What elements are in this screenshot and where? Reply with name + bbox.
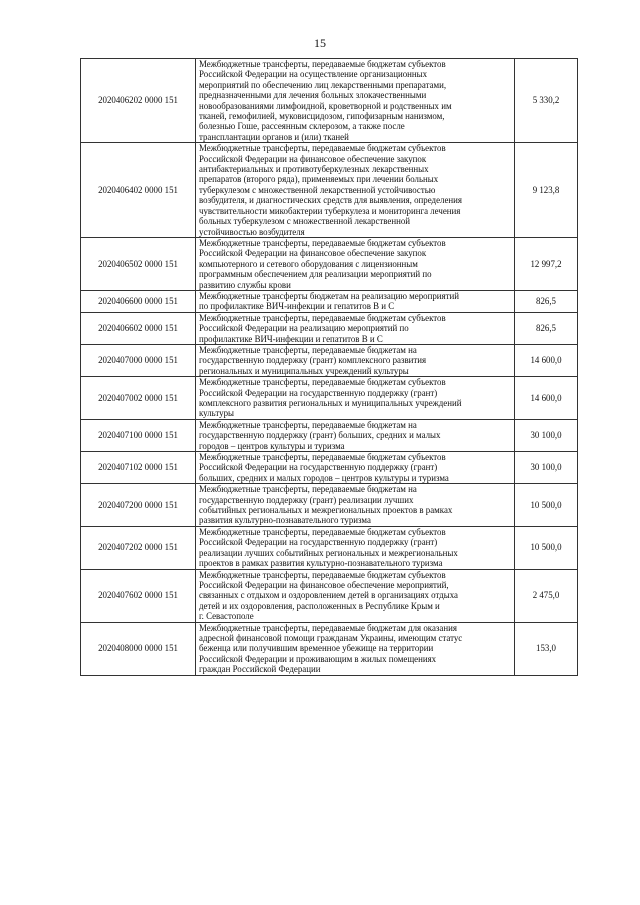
page-number: 15: [314, 36, 326, 50]
description-line: развитию службы крови: [199, 279, 291, 290]
budget-code-cell: 2020408000 0000 151: [81, 622, 196, 675]
amount-cell: 9 123,8: [515, 143, 578, 238]
description-line: Межбюджетные трансферты, передаваемые бюджетам субъектов: [199, 59, 446, 69]
description-cell: [196, 143, 515, 238]
description-line: Межбюджетные трансферты, передаваемые бюджетам субъектов: [199, 237, 446, 248]
description-line: предназначенными для лечения больных злокачественными: [199, 90, 427, 101]
description-line: тканей, гемофилией, муковисцидозом, гипофизарным нанизмом,: [199, 111, 445, 122]
description-line: городов – центров культуры и туризма: [199, 440, 345, 451]
description-line: адресной финансовой помощи гражданам Украины, имеющим статус: [199, 632, 463, 643]
description-line: Российской Федерации на государственную поддержку (грант): [199, 537, 438, 548]
description-line: культуры: [199, 408, 234, 419]
amount-cell: 5 330,2: [515, 59, 578, 143]
description-line: событийных региональных и межрегиональных проектов в рамках: [199, 505, 453, 516]
description-line: мероприятий по обеспечению лиц лекарственными препаратами,: [199, 79, 447, 90]
table-row: [81, 312, 578, 344]
description-line: программным обеспечением для реализации мероприятий по: [199, 269, 432, 280]
description-line: болезнью Гоше, рассеянным склерозом, а также после: [199, 121, 405, 132]
description-line: Российской Федерации и проживающим в жилых помещениях: [199, 653, 437, 664]
description-line: г. Севастополе: [199, 611, 254, 622]
table-row: [81, 569, 578, 622]
budget-code-cell: 2020407000 0000 151: [81, 344, 196, 376]
description-line: туберкулезом с множественной лекарственной устойчивостью: [199, 184, 436, 195]
amount-cell: 14 600,0: [515, 377, 578, 420]
description-line: проектов в рамках развития культурно-познавательного туризма: [199, 558, 443, 569]
table-row: [81, 237, 578, 290]
description-cell: [196, 484, 515, 527]
description-line: компьютерного и сетевого оборудования с лицензионным: [199, 258, 418, 269]
description-line: граждан Российской Федерации: [199, 664, 321, 675]
description-line: государственную поддержку (грант) комплексного развития: [199, 355, 427, 366]
description-line: реализации лучших событийных региональных и межрегиональных: [199, 547, 458, 558]
description-line: Межбюджетные трансферты, передаваемые бюджетам субъектов: [199, 452, 446, 463]
description-line: Межбюджетные трансферты, передаваемые бюджетам на: [199, 484, 417, 495]
amount-cell: 14 600,0: [515, 344, 578, 376]
table-row: [81, 59, 578, 143]
description-line: больных туберкулезом с множественной лекарственной: [199, 216, 411, 227]
table-row: [81, 484, 578, 527]
description-line: Межбюджетные трансферты, передаваемые бюджетам субъектов: [199, 143, 446, 154]
amount-cell: 826,5: [515, 290, 578, 312]
amount-cell: 10 500,0: [515, 526, 578, 569]
description-line: Межбюджетные трансферты, передаваемые бюджетам субъектов: [199, 312, 446, 323]
description-cell: [196, 569, 515, 622]
description-line: связанных с отдыхом и оздоровлением детей в организациях отдыха: [199, 590, 458, 601]
description-line: больших, средних и малых городов – центров культуры и туризма: [199, 472, 449, 483]
description-line: Межбюджетные трансферты бюджетам на реализацию мероприятий: [199, 290, 460, 301]
table-row: [81, 622, 578, 675]
budget-table: [80, 58, 578, 676]
description-line: развития культурно-познавательного туризма: [199, 515, 371, 526]
description-line: Межбюджетные трансферты, передаваемые бюджетам для оказания: [199, 622, 457, 633]
description-cell: [196, 452, 515, 484]
amount-cell: 153,0: [515, 622, 578, 675]
description-cell: [196, 290, 515, 312]
description-line: по профилактике ВИЧ-инфекции и гепатитов B и C: [199, 301, 395, 312]
table-row: [81, 377, 578, 420]
description-line: трансплантации органов и (или) тканей: [199, 131, 349, 142]
amount-cell: 30 100,0: [515, 452, 578, 484]
description-cell: [196, 622, 515, 675]
description-line: Российской Федерации на финансовое обеспечение закупок: [199, 248, 427, 259]
description-line: препаратов (второго ряда), применяемых при лечении больных: [199, 174, 439, 185]
amount-cell: 12 997,2: [515, 237, 578, 290]
description-line: профилактике ВИЧ-инфекции и гепатитов B и C: [199, 333, 383, 344]
description-line: Межбюджетные трансферты, передаваемые бюджетам субъектов: [199, 377, 446, 388]
description-line: Российской Федерации на государственную поддержку (грант): [199, 387, 438, 398]
description-line: антибактериальных и противотуберкулезных лекарственных: [199, 164, 429, 175]
budget-code-cell: 2020407102 0000 151: [81, 452, 196, 484]
description-line: возбудителя, и диагностических средств для выявления, определения: [199, 195, 462, 206]
description-line: государственную поддержку (грант) больших, средних и малых: [199, 430, 441, 441]
budget-code-cell: 2020406502 0000 151: [81, 237, 196, 290]
amount-cell: 826,5: [515, 312, 578, 344]
description-line: Межбюджетные трансферты, передаваемые бюджетам на: [199, 419, 417, 430]
description-line: устойчивостью возбудителя: [199, 226, 305, 237]
budget-code-cell: 2020407100 0000 151: [81, 419, 196, 451]
budget-code-cell: 2020407002 0000 151: [81, 377, 196, 420]
description-line: Межбюджетные трансферты, передаваемые бюджетам субъектов: [199, 569, 446, 580]
amount-cell: 10 500,0: [515, 484, 578, 527]
description-cell: [196, 377, 515, 420]
description-line: государственную поддержку (грант) реализации лучших: [199, 494, 414, 505]
description-line: детей и их оздоровления, расположенных в Республике Крым и: [199, 600, 440, 611]
description-line: Российской Федерации на финансовое обеспечение мероприятий,: [199, 579, 449, 590]
description-cell: [196, 419, 515, 451]
table-row: [81, 452, 578, 484]
description-line: Межбюджетные трансферты, передаваемые бюджетам на: [199, 344, 417, 355]
amount-cell: 2 475,0: [515, 569, 578, 622]
amount-cell: 30 100,0: [515, 419, 578, 451]
description-cell: [196, 344, 515, 376]
description-cell: [196, 59, 515, 143]
description-line: Российской Федерации на государственную поддержку (грант): [199, 462, 438, 473]
description-line: Российской Федерации на реализацию мероприятий по: [199, 323, 409, 334]
description-cell: [196, 526, 515, 569]
budget-code-cell: 2020406202 0000 151: [81, 59, 196, 143]
table-row: [81, 344, 578, 376]
description-line: региональных и муниципальных учреждений культуры: [199, 365, 409, 376]
description-line: Межбюджетные трансферты, передаваемые бюджетам субъектов: [199, 526, 446, 537]
budget-code-cell: 2020406602 0000 151: [81, 312, 196, 344]
description-cell: [196, 237, 515, 290]
description-line: Российской Федерации на финансовое обеспечение закупок: [199, 153, 427, 164]
description-line: Российской Федерации на осуществление организационных: [199, 69, 428, 80]
budget-code-cell: 2020407602 0000 151: [81, 569, 196, 622]
table-row: [81, 526, 578, 569]
description-cell: [196, 312, 515, 344]
table-row: [81, 143, 578, 238]
description-line: комплексного развития региональных и муниципальных учреждений: [199, 398, 462, 408]
description-line: чувствительности микобактерии туберкулеза и мониторинга лечения: [199, 205, 461, 216]
description-line: новообразованиями лимфоидной, кроветворной и родственных им: [199, 100, 452, 111]
table-row: [81, 419, 578, 451]
budget-table-body: [81, 59, 578, 676]
budget-code-cell: 2020407200 0000 151: [81, 484, 196, 527]
budget-code-cell: 2020406402 0000 151: [81, 143, 196, 238]
table-row: [81, 290, 578, 312]
budget-code-cell: 2020407202 0000 151: [81, 526, 196, 569]
budget-code-cell: 2020406600 0000 151: [81, 290, 196, 312]
description-line: беженца или получившим временное убежище на территории: [199, 643, 434, 654]
